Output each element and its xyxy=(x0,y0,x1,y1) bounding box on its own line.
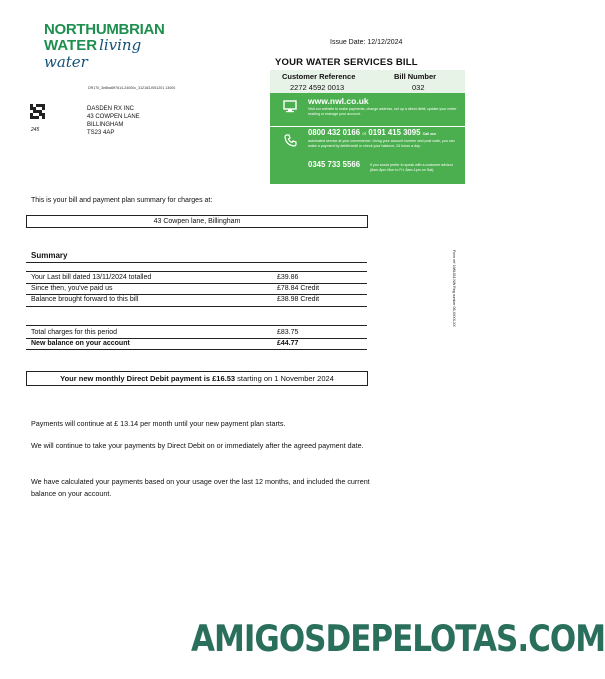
phone-or: or xyxy=(362,131,367,136)
summary-row xyxy=(31,283,367,294)
total-value: £83.75 xyxy=(277,329,299,336)
new-balance-value: £44.77 xyxy=(277,340,299,347)
logo-line1: NORTHUMBRIAN xyxy=(44,21,165,38)
new-balance-row xyxy=(31,338,367,349)
logo-line2 xyxy=(44,37,184,71)
barcode-text: DR170_3e8ba6ff7614-24000c_312183-f051201 13000 xyxy=(88,86,176,90)
divider xyxy=(26,349,367,350)
bill-number-value: 032 xyxy=(412,83,425,92)
customer-ref-label: Customer Reference xyxy=(282,72,356,81)
divider xyxy=(26,325,367,326)
monitor-icon xyxy=(283,100,297,115)
bill-title: YOUR WATER SERVICES BILL xyxy=(275,57,418,68)
summary-row-value: £39.86 xyxy=(277,274,299,281)
watermark: AMIGOSDEPELOTAS.COM xyxy=(191,618,605,661)
summary-title: Summary xyxy=(31,251,68,260)
total-label: Total charges for this period xyxy=(31,329,117,336)
sort-code: 245 xyxy=(31,127,40,133)
divider xyxy=(26,262,367,263)
phone-icon xyxy=(284,134,297,149)
phone-numbers xyxy=(308,128,436,137)
contact-divider xyxy=(270,126,465,127)
paragraph: We will continue to take your payments by Direct Debit on or immediately after the agreed payment date. xyxy=(31,441,364,450)
customer-ref-value: 2272 4592 0013 xyxy=(290,83,345,92)
issue-date: Issue Date: 12/12/2024 xyxy=(330,39,403,46)
mailing-address xyxy=(87,105,140,137)
northumbrian-water-logo xyxy=(44,22,184,71)
summary-row-label: Your Last bill dated 13/11/2024 totalled xyxy=(31,274,152,281)
summary-row-label: Balance brought forward to this bill xyxy=(31,296,139,303)
contact-box xyxy=(270,93,465,184)
website-url[interactable]: www.nwl.co.uk xyxy=(308,96,369,106)
side-reference-text: Form ref: NWL011 NW Reg number 08-XXXX-XX xyxy=(452,250,456,327)
website-text: Visit our website to make payments, change address, set up a direct debit, update your meter reading or manage your account. xyxy=(308,107,457,117)
direct-debit-amount: Your new monthly Direct Debit payment is £16.53 xyxy=(60,374,236,383)
direct-debit-box xyxy=(26,371,368,386)
address-line: 43 COWPEN LANE xyxy=(87,114,140,120)
phone-number-1[interactable]: 0800 432 0166 xyxy=(308,128,361,137)
logo-living-water: living water xyxy=(44,36,142,71)
advisor-text: If you would prefer to speak with a customer advisor (8am-8pm Mon to Fri, 8am-1pm on Sat). xyxy=(370,163,453,173)
address-line: BILLINGHAM xyxy=(87,122,124,128)
address-line: TS23 4AP xyxy=(87,130,115,136)
logo-water: WATER xyxy=(44,37,98,54)
total-row xyxy=(31,327,367,338)
new-balance-label: New balance on your account xyxy=(31,340,130,347)
summary-row-value: £38.98 Credit xyxy=(277,296,320,303)
address-line: DASDEN RX INC xyxy=(87,106,135,112)
summary-row xyxy=(31,272,367,283)
phone-number-3[interactable]: 0345 733 5566 xyxy=(308,160,361,169)
side-reference xyxy=(449,250,456,355)
bill-number-label: Bill Number xyxy=(394,72,437,81)
summary-row-label: Since then, you've paid us xyxy=(31,285,113,292)
paragraph: We have calculated your payments based on your usage over the last 12 months, and included the current balance on your account. xyxy=(31,477,370,498)
divider xyxy=(26,306,367,307)
advisor-line xyxy=(308,160,360,169)
qr-code xyxy=(30,104,45,119)
paragraph: Payments will continue at £ 13.14 per month until your new payment plan starts. xyxy=(31,419,286,428)
intro-text: This is your bill and payment plan summary for charges at: xyxy=(31,197,213,204)
property-address: 43 Cowpen lane, Billingham xyxy=(26,215,368,228)
phone-call-our: Call our xyxy=(422,132,437,136)
reference-box xyxy=(270,70,465,93)
phone-text: automated service at your convenience. Using your account number and post code, you can make a payment by debit/credit or check your balance, 24 hours a day. xyxy=(308,139,455,149)
direct-debit-start: starting on 1 November 2024 xyxy=(237,374,334,383)
summary-row xyxy=(31,294,367,305)
phone-number-2[interactable]: 0191 415 3095 xyxy=(368,128,421,137)
summary-row-value: £78.84 Credit xyxy=(277,285,320,292)
